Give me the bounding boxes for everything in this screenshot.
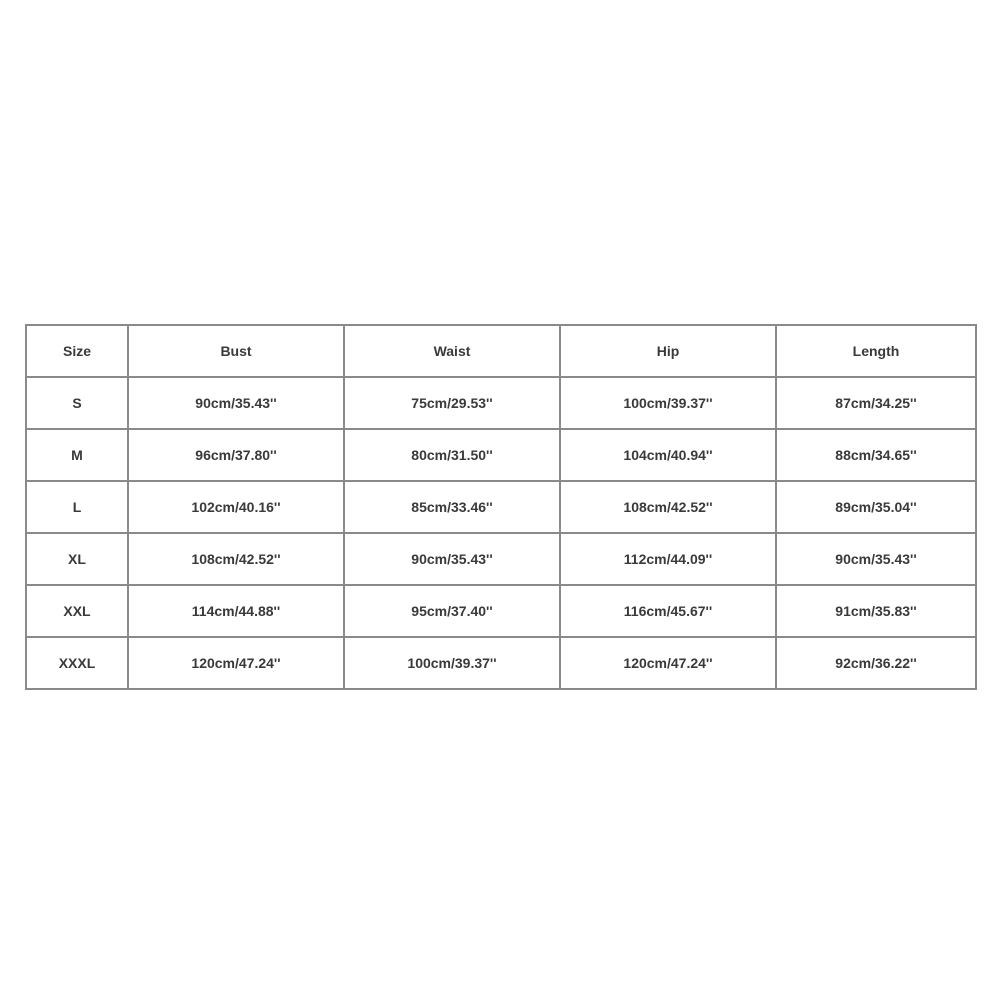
header-hip: Hip (560, 325, 776, 377)
hip-cell: 108cm/42.52'' (560, 481, 776, 533)
bust-cell: 108cm/42.52'' (128, 533, 344, 585)
header-bust: Bust (128, 325, 344, 377)
hip-cell: 116cm/45.67'' (560, 585, 776, 637)
size-cell: XL (26, 533, 128, 585)
header-row (26, 325, 976, 377)
bust-cell: 120cm/47.24'' (128, 637, 344, 689)
table-row (26, 481, 976, 533)
header-size: Size (26, 325, 128, 377)
size-chart-table (25, 324, 977, 690)
length-cell: 92cm/36.22'' (776, 637, 976, 689)
hip-cell: 100cm/39.37'' (560, 377, 776, 429)
bust-cell: 96cm/37.80'' (128, 429, 344, 481)
length-cell: 87cm/34.25'' (776, 377, 976, 429)
table-row (26, 377, 976, 429)
waist-cell: 75cm/29.53'' (344, 377, 560, 429)
waist-cell: 85cm/33.46'' (344, 481, 560, 533)
hip-cell: 104cm/40.94'' (560, 429, 776, 481)
waist-cell: 80cm/31.50'' (344, 429, 560, 481)
length-cell: 90cm/35.43'' (776, 533, 976, 585)
length-cell: 88cm/34.65'' (776, 429, 976, 481)
waist-cell: 95cm/37.40'' (344, 585, 560, 637)
table-row (26, 429, 976, 481)
size-cell: L (26, 481, 128, 533)
bust-cell: 102cm/40.16'' (128, 481, 344, 533)
size-cell: S (26, 377, 128, 429)
length-cell: 89cm/35.04'' (776, 481, 976, 533)
table-row (26, 585, 976, 637)
header-waist: Waist (344, 325, 560, 377)
size-cell: XXXL (26, 637, 128, 689)
length-cell: 91cm/35.83'' (776, 585, 976, 637)
waist-cell: 100cm/39.37'' (344, 637, 560, 689)
header-length: Length (776, 325, 976, 377)
size-cell: XXL (26, 585, 128, 637)
table-row (26, 533, 976, 585)
bust-cell: 114cm/44.88'' (128, 585, 344, 637)
table-row (26, 637, 976, 689)
waist-cell: 90cm/35.43'' (344, 533, 560, 585)
hip-cell: 120cm/47.24'' (560, 637, 776, 689)
bust-cell: 90cm/35.43'' (128, 377, 344, 429)
size-cell: M (26, 429, 128, 481)
hip-cell: 112cm/44.09'' (560, 533, 776, 585)
